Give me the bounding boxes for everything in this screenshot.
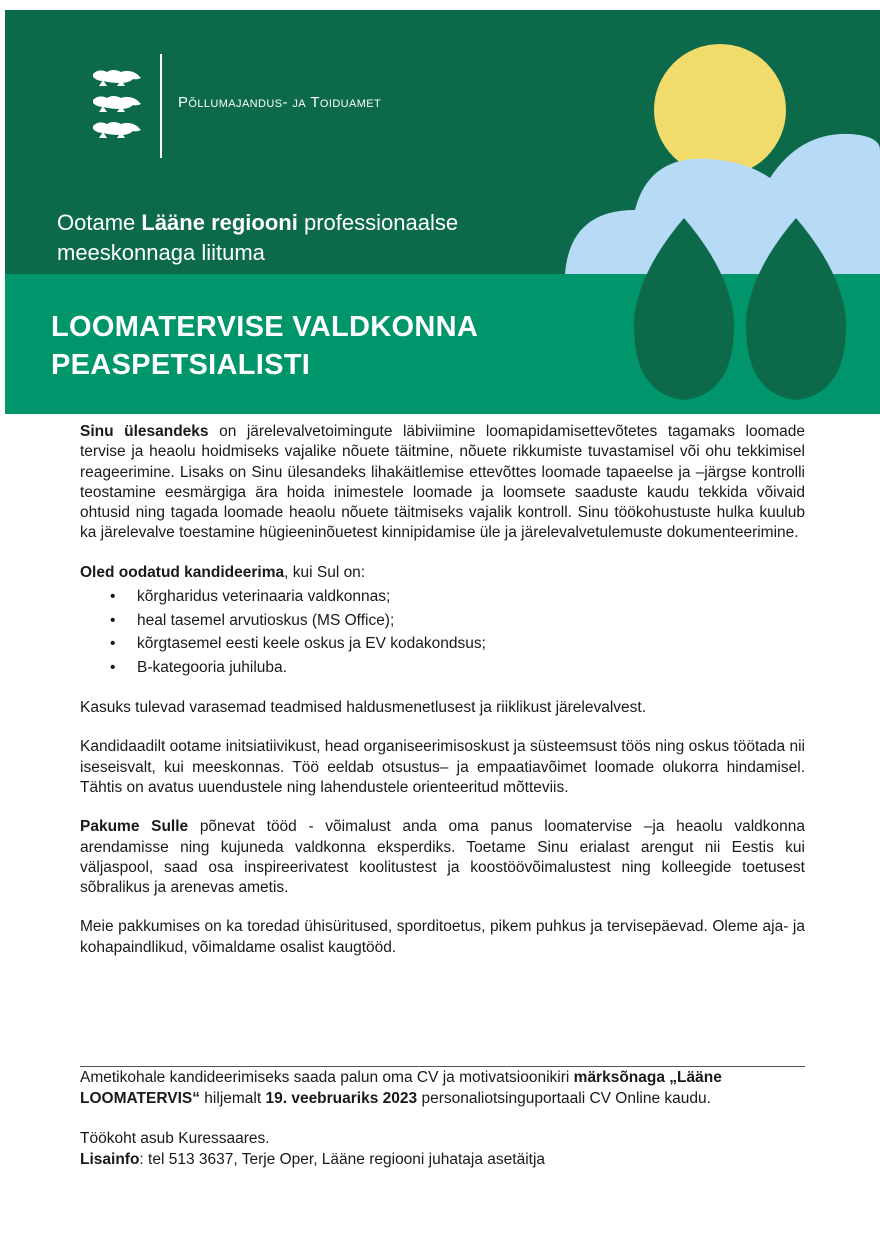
job-title-line-2: PEASPETSIALISTI — [51, 349, 311, 381]
location-line: Töökoht asub Kuressaares. — [80, 1130, 270, 1147]
application-info — [80, 1068, 805, 1170]
tasks-text: on järelevalvetoimingute läbiviimine loomapidamisettevõtetes tagamaks loomade tervise ja heaolu hoidmiseks vajalike nõuete täitmine, nõuete rikkumiste tuvastamisel või ohu tekkimisel reageerimine. Lisaks on Sinu ülesandeks lihakäitlemise ettevõttes loomade tapaeelse ja –järgse kontrolli teostamine eesmärgiga ära hoida inimestele loomade ja loomsete saaduste kaudu tekkida võivaid ohtusid ning tagada loomade heaolu nõuete täitmiseks vajalik kontroll. Sinu töökohustuste hulka kuulub ka järelevalve toestamine hügieeninõuetest kinnipidamise üle ja järelevalvetulemuste dokumenteerimine. — [80, 423, 805, 542]
agency-name: Põllumajandus- ja Toiduamet — [178, 94, 382, 111]
requirements-list — [80, 585, 805, 679]
list-item: • B-kategooria juhiluba. — [80, 656, 805, 680]
requirements-text: , kui Sul on: — [284, 563, 366, 581]
sun-shape — [654, 44, 786, 176]
apply-deadline: 19. veebruariks 2023 — [265, 1089, 418, 1107]
list-item: • kõrgharidus veterinaaria valdkonnas; — [80, 585, 805, 609]
offer-heading: Pakume Sulle — [80, 818, 189, 836]
contact-label: Lisainfo — [80, 1150, 140, 1168]
tasks-paragraph — [80, 422, 805, 544]
offer-text: põnevat tööd - võimalust anda oma panus loomatervise –ja heaolu valdkonna arendamisse ning kujuneda valdkonna eksperdiks. Toetame Sinu erialast arengut nii Eestis kui väljaspool, saad osa inspireerivatest koolitustest ja koostöövõimalustest ning kolleegide toetusest sõbralikus ja arenevas ametis. — [80, 818, 805, 897]
bullet-icon: • — [110, 635, 116, 653]
job-description — [80, 422, 805, 958]
job-title — [51, 308, 611, 384]
tasks-heading: Sinu ülesandeks — [80, 423, 209, 440]
list-item: • heal tasemel arvutioskus (MS Office); — [80, 609, 805, 633]
list-item: • kõrgtasemel eesti keele oskus ja EV kodakondsus; — [80, 632, 805, 656]
landscape-illustration — [560, 10, 880, 414]
header-banner — [5, 10, 880, 414]
requirements-intro — [80, 563, 805, 583]
section-divider — [80, 1066, 805, 1067]
bullet-icon: • — [110, 658, 116, 676]
subtitle-region: Lääne regiooni — [141, 210, 298, 235]
subtitle-pre: Ootame — [57, 210, 142, 235]
requirements-heading: Oled oodatud kandideerima — [80, 563, 285, 581]
expectations-paragraph: Kandidaadilt ootame initsiatiivikust, head organiseerimisoskust ja süsteemsust töös ning oskus töötada nii iseseisvalt, kui meeskonnas. Töö eeldab otsustus– ja empaatiavõimet loomade olukorra hindamisel. Tähtis on avatus uuendustele ning lahendustele orienteeritud mõtteviis. — [80, 738, 805, 796]
bullet-icon: • — [110, 611, 116, 629]
lion-icon — [93, 96, 141, 112]
subtitle-post: professionaalse meeskonnaga liituma — [57, 210, 459, 265]
advantage-paragraph: Kasuks tulevad varasemad teadmised haldusmenetlusest ja riiklikust järelevalvest. — [80, 699, 647, 717]
apply-keyword: märksõnaga „Lääne LOOMATERVIS“ — [80, 1069, 722, 1107]
contact-line — [80, 1150, 805, 1171]
apply-paragraph: Ametikohale kandideerimiseks saada palun oma CV ja motivatsioonikiri märksõnaga „Lääne LOOMATERVIS“ hiljemalt 19. veebruariks 2023 personaliotsinguportaali CV Online kaudu. — [80, 1069, 722, 1107]
benefits-paragraph: Meie pakkumises on ka toredad ühisüritused, sporditoetus, pikem puhkus ja tervisepäevad. Oleme aja- ja kohapaindlikud, võimaldame osalist kaugtööd. — [80, 918, 805, 956]
lion-icon — [93, 70, 141, 86]
bullet-icon: • — [110, 588, 116, 606]
offer-paragraph — [80, 817, 805, 898]
lion-icon — [93, 122, 141, 138]
job-title-line-1: LOOMATERVISE VALDKONNA — [51, 311, 479, 343]
logo-divider — [160, 54, 162, 158]
coat-of-arms-logo — [87, 66, 147, 146]
contact-details: : tel 513 3637, Terje Oper, Lääne regiooni juhataja asetäitja — [139, 1150, 546, 1168]
header-subtitle — [57, 208, 577, 268]
